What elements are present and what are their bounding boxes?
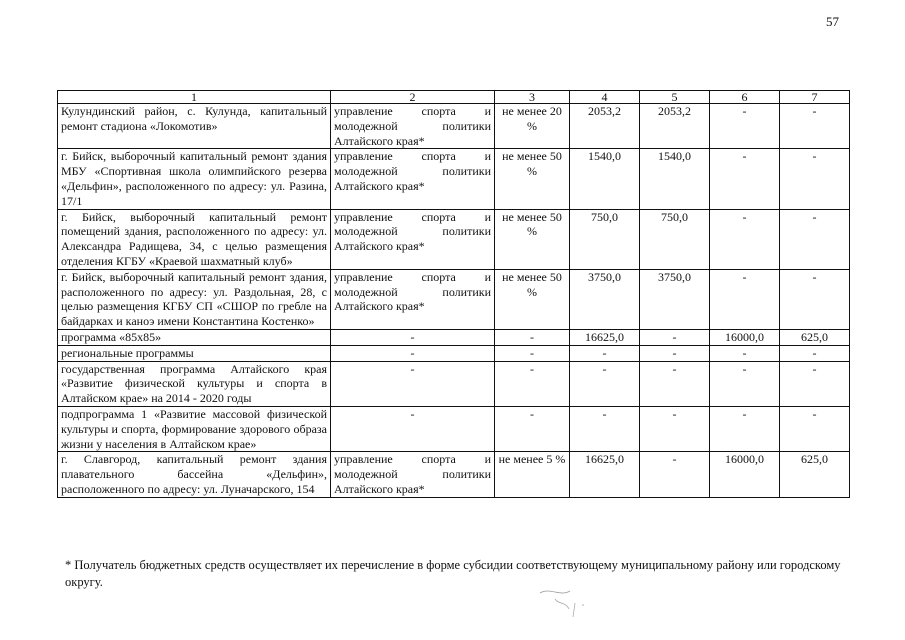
value-col6-cell: - — [710, 149, 780, 209]
table-row — [58, 149, 850, 209]
value-col5-cell: - — [640, 329, 710, 345]
value-col5-cell: 3750,0 — [640, 269, 710, 329]
column-header: 7 — [780, 91, 850, 104]
value-col7-cell: - — [780, 209, 850, 269]
executor-cell: - — [331, 406, 495, 451]
object-name-cell: подпрограмма 1 «Развитие массовой физической культуры и спорта, формирование здорового образа жизни у населения в Алтайском крае» — [58, 406, 331, 451]
value-col7-cell: - — [780, 361, 850, 406]
column-header: 4 — [570, 91, 640, 104]
column-header: 5 — [640, 91, 710, 104]
table-row — [58, 406, 850, 451]
executor-cell: управление спорта и молодежной политики Алтайского края* — [331, 209, 495, 269]
object-name-cell: региональные программы — [58, 345, 331, 361]
executor-cell: - — [331, 361, 495, 406]
value-col4-cell: 16625,0 — [570, 329, 640, 345]
table-row — [58, 329, 850, 345]
value-col6-cell: - — [710, 361, 780, 406]
value-col5-cell: 750,0 — [640, 209, 710, 269]
cofinancing-share-cell: не менее 50 % — [495, 269, 570, 329]
value-col7-cell: - — [780, 149, 850, 209]
table-row — [58, 269, 850, 329]
object-name-cell: г. Бийск, выборочный капитальный ремонт здания, расположенного по адресу: ул. Раздольная, 28, с целью размещения КГБУ СП «СШОР по гребле на байдарках и каноэ имени Константина Костенко» — [58, 269, 331, 329]
column-header: 6 — [710, 91, 780, 104]
value-col4-cell: 2053,2 — [570, 104, 640, 149]
value-col6-cell: - — [710, 104, 780, 149]
value-col6-cell: - — [710, 406, 780, 451]
table-row — [58, 104, 850, 149]
object-name-cell: г. Славгород, капитальный ремонт здания плавательного бассейна «Дельфин», расположенного по адресу: ул. Луначарского, 154 — [58, 452, 331, 497]
handwritten-mark-icon — [535, 583, 595, 623]
value-col7-cell: - — [780, 345, 850, 361]
value-col4-cell: 1540,0 — [570, 149, 640, 209]
column-header: 2 — [331, 91, 495, 104]
value-col6-cell: 16000,0 — [710, 329, 780, 345]
object-name-cell: Кулундинский район, с. Кулунда, капитальный ремонт стадиона «Локомотив» — [58, 104, 331, 149]
executor-cell: управление спорта и молодежной политики Алтайского края* — [331, 149, 495, 209]
value-col5-cell: - — [640, 361, 710, 406]
table-header-row — [58, 91, 850, 104]
table-row — [58, 209, 850, 269]
value-col6-cell: - — [710, 345, 780, 361]
cofinancing-share-cell: не менее 5 % — [495, 452, 570, 497]
executor-cell: - — [331, 329, 495, 345]
table-row — [58, 361, 850, 406]
object-name-cell: программа «85х85» — [58, 329, 331, 345]
cofinancing-share-cell: не менее 50 % — [495, 149, 570, 209]
value-col5-cell: - — [640, 406, 710, 451]
value-col4-cell: - — [570, 406, 640, 451]
value-col4-cell: - — [570, 361, 640, 406]
value-col4-cell: 750,0 — [570, 209, 640, 269]
cofinancing-share-cell: не менее 20 % — [495, 104, 570, 149]
value-col7-cell: 625,0 — [780, 452, 850, 497]
page-number: 57 — [826, 14, 839, 29]
value-col5-cell: 1540,0 — [640, 149, 710, 209]
cofinancing-share-cell: - — [495, 345, 570, 361]
value-col6-cell: - — [710, 269, 780, 329]
program-table — [57, 90, 850, 498]
value-col4-cell: - — [570, 345, 640, 361]
object-name-cell: г. Бийск, выборочный капитальный ремонт помещений здания, расположенного по адресу: ул. Александра Радищева, 34, с целью размещения отделения КГБУ «Краевой шахматный клуб» — [58, 209, 331, 269]
value-col7-cell: - — [780, 104, 850, 149]
footnote: * Получатель бюджетных средств осуществляет их перечисление в форме субсидии соответствующему муниципальному району или городскому округу. — [65, 558, 841, 589]
object-name-cell: государственная программа Алтайского края «Развитие физической культуры и спорта в Алтайском крае» на 2014 - 2020 годы — [58, 361, 331, 406]
executor-cell: управление спорта и молодежной политики Алтайского края* — [331, 269, 495, 329]
value-col5-cell: - — [640, 345, 710, 361]
column-header: 1 — [58, 91, 331, 104]
value-col7-cell: - — [780, 406, 850, 451]
cofinancing-share-cell: - — [495, 406, 570, 451]
value-col7-cell: 625,0 — [780, 329, 850, 345]
cofinancing-share-cell: не менее 50 % — [495, 209, 570, 269]
value-col5-cell: 2053,2 — [640, 104, 710, 149]
executor-cell: - — [331, 345, 495, 361]
cofinancing-share-cell: - — [495, 361, 570, 406]
table-row — [58, 345, 850, 361]
executor-cell: управление спорта и молодежной политики Алтайского края* — [331, 452, 495, 497]
column-header: 3 — [495, 91, 570, 104]
value-col7-cell: - — [780, 269, 850, 329]
value-col5-cell: - — [640, 452, 710, 497]
value-col4-cell: 3750,0 — [570, 269, 640, 329]
table-row — [58, 452, 850, 497]
value-col6-cell: - — [710, 209, 780, 269]
executor-cell: управление спорта и молодежной политики Алтайского края* — [331, 104, 495, 149]
value-col4-cell: 16625,0 — [570, 452, 640, 497]
value-col6-cell: 16000,0 — [710, 452, 780, 497]
object-name-cell: г. Бийск, выборочный капитальный ремонт здания МБУ «Спортивная школа олимпийского резерва «Дельфин», расположенного по адресу: ул. Разина, 17/1 — [58, 149, 331, 209]
cofinancing-share-cell: - — [495, 329, 570, 345]
